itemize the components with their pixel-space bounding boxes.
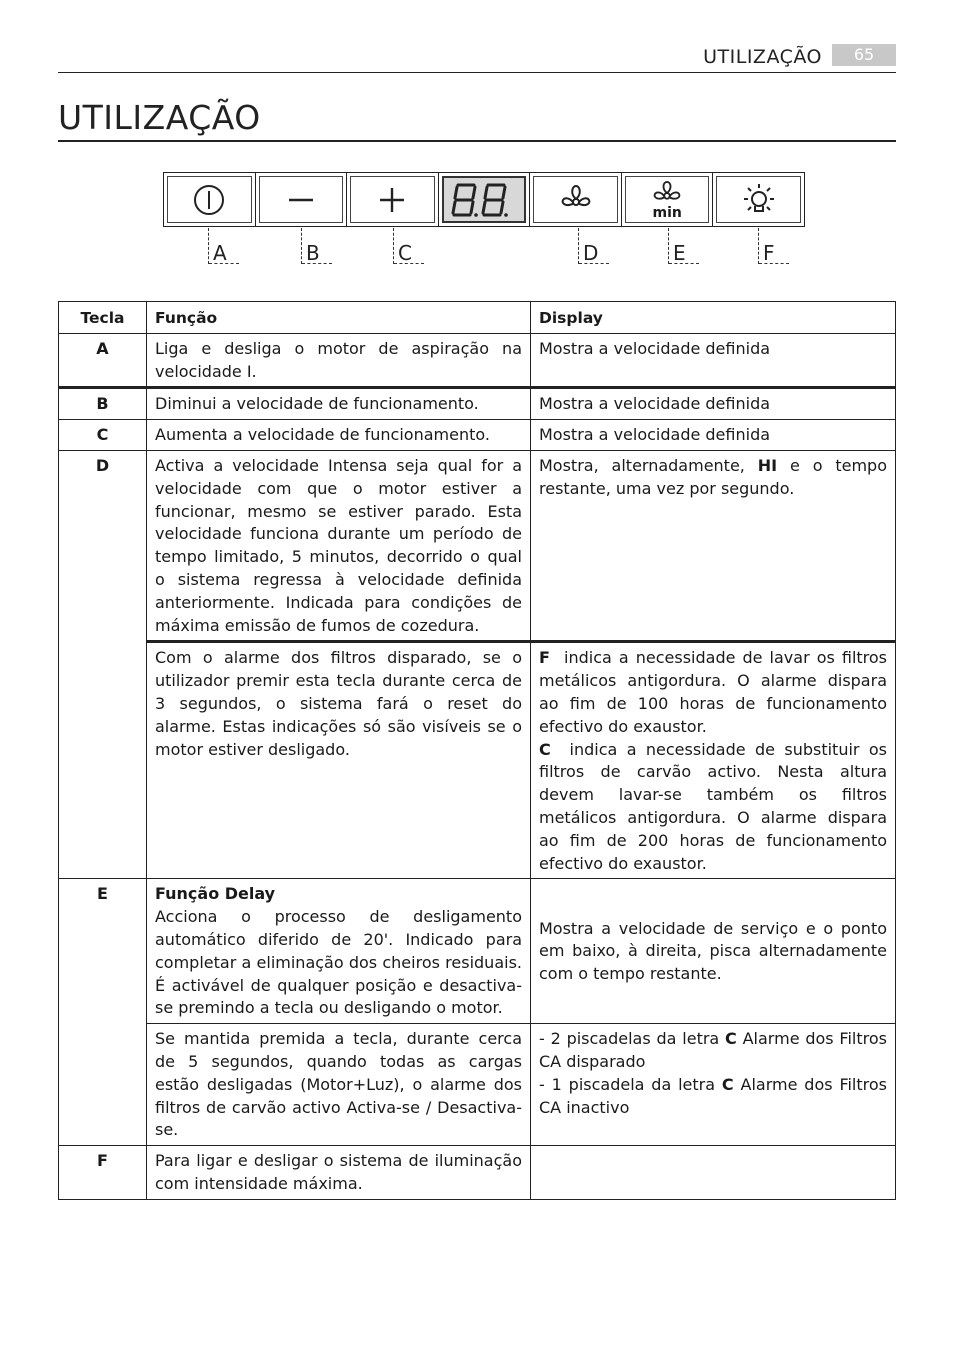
callout-c: C <box>393 228 424 264</box>
row-key: D <box>59 450 147 878</box>
table-row <box>59 642 896 879</box>
table-row <box>59 420 896 451</box>
table-row <box>59 1146 896 1200</box>
minus-icon <box>284 183 318 217</box>
table-header-row <box>59 302 896 334</box>
plus-icon <box>375 183 409 217</box>
table-row <box>59 450 896 641</box>
display-value: 8.8. <box>449 179 451 181</box>
row-display: Mostra a velocidade definida <box>531 333 896 388</box>
fan-icon <box>558 182 594 218</box>
header-tecla: Tecla <box>59 302 147 334</box>
fan-min-icon <box>650 181 684 207</box>
page-number: 65 <box>832 44 896 66</box>
header-display: Display <box>531 302 896 334</box>
row-key: E <box>59 879 147 1146</box>
row-function: Activa a velocidade Intensa seja qual for a velocidade com que o motor estiver a funcionar, mesmo se estiver parado. Esta velocidade funciona durante um período de tempo limitado, 5 minutos, decorrido o qual o sistema regressa à velocidade definida anteriormente. Indicada para condições de máxima emissão de fumos de cozedura. <box>147 450 531 641</box>
row-key: A <box>59 333 147 388</box>
page-title: UTILIZAÇÃO <box>58 98 896 142</box>
row-display: Mostra a velocidade de serviço e o ponto em baixo, à direita, pisca alternadamente com o tempo restante. <box>531 879 896 1024</box>
seven-segment-display <box>449 180 519 220</box>
row-key: F <box>59 1146 147 1200</box>
control-panel <box>163 172 805 227</box>
row-function: Liga e desliga o motor de aspiração na velocidade I. <box>147 333 531 388</box>
running-header <box>58 42 896 73</box>
section-title: UTILIZAÇÃO <box>703 46 822 68</box>
table-row <box>59 879 896 1024</box>
function-table <box>58 301 896 1200</box>
callout-d: D <box>578 228 609 264</box>
table-row <box>59 333 896 388</box>
key-f-light <box>713 173 804 226</box>
key-e-fan-min <box>622 173 714 226</box>
key-c-plus <box>347 173 439 226</box>
table-row <box>59 388 896 420</box>
callout-a: A <box>208 228 239 264</box>
row-key: B <box>59 388 147 420</box>
row-function: Aumenta a velocidade de funcionamento. <box>147 420 531 451</box>
row-function: Se mantida premida a tecla, durante cerca de 5 segundos, quando todas as cargas estão desligadas (Motor+Luz), o alarme dos filtros de carvão activo Activa-se / Desactiva-se. <box>147 1024 531 1146</box>
callout-b: B <box>301 228 332 264</box>
row-display: Mostra, alternadamente, HI e o tempo restante, uma vez por segundo. <box>531 450 896 641</box>
callout-e: E <box>668 228 699 264</box>
display-window <box>439 173 531 226</box>
light-bulb-icon <box>740 181 778 219</box>
row-function: Função Delay Acciona o processo de desligamento automático diferido de 20'. Indicado para completar a eliminação dos cheiros residuais. É activável de qualquer posição e desactiva-se premindo a tecla ou desligando o motor. <box>147 879 531 1024</box>
key-a-power <box>164 173 256 226</box>
row-display: F indica a necessidade de lavar os filtros metálicos antigordura. O alarme dispara ao fim de 100 horas de funcionamento efectivo do exaustor. C indica a necessidade de substituir os filtros de carvão activo. Nesta altura devem lavar-se também os filtros metálicos antigordura. O alarme dispara ao fim de 200 horas de funcionamento efectivo do exaustor. <box>531 642 896 879</box>
row-display: Mostra a velocidade definida <box>531 420 896 451</box>
row-function: Para ligar e desligar o sistema de iluminação com intensidade máxima. <box>147 1146 531 1200</box>
row-display: - 2 piscadelas da letra C Alarme dos Filtros CA disparado - 1 piscadela da letra C Alarme dos Filtros CA inactivo <box>531 1024 896 1146</box>
power-icon <box>192 183 226 217</box>
row-display <box>531 1146 896 1200</box>
key-d-fan <box>530 173 622 226</box>
row-display: Mostra a velocidade definida <box>531 388 896 420</box>
row-function: Diminui a velocidade de funcionamento. <box>147 388 531 420</box>
key-b-minus <box>256 173 348 226</box>
header-funcao: Função <box>147 302 531 334</box>
table-row <box>59 1024 896 1146</box>
panel-callouts <box>163 228 805 268</box>
fan-min-label: min <box>652 204 682 221</box>
row-function: Com o alarme dos filtros disparado, se o utilizador premir esta tecla durante cerca de 3 segundos, o sistema fará o reset do alarme. Estas indicações só são visíveis se o motor estiver desligado. <box>147 642 531 879</box>
row-key: C <box>59 420 147 451</box>
callout-f: F <box>758 228 789 264</box>
